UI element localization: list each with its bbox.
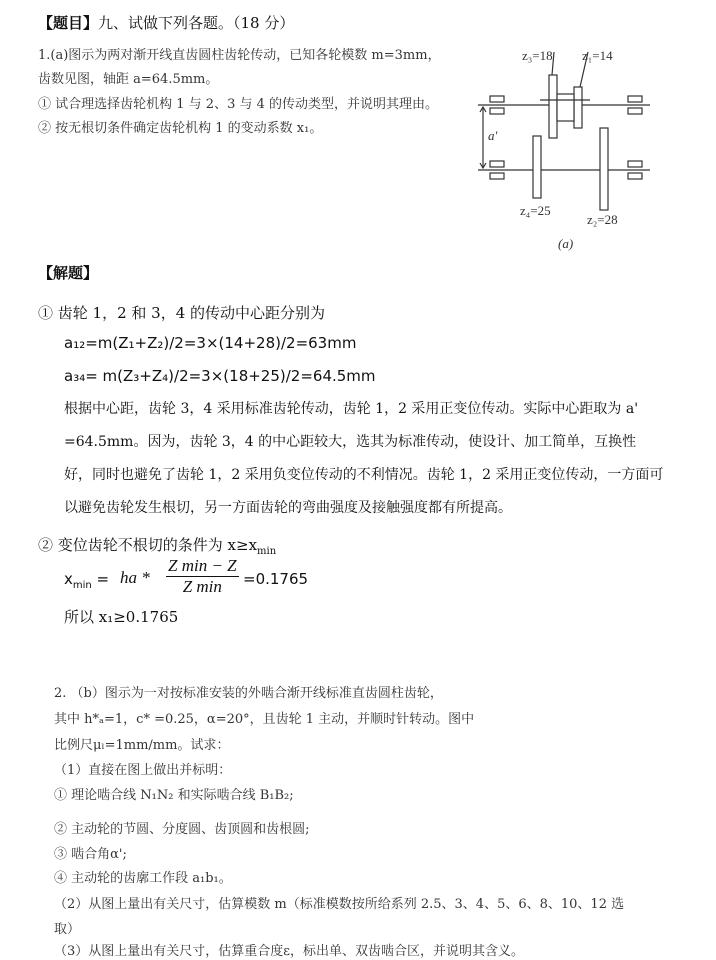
q1-item1: ① 试合理选择齿轮机构 1 与 2、3 与 4 的传动类型，并说明其理由。 bbox=[38, 97, 439, 112]
formula-a34: a₃₄= m(Z₃+Z₄)/2=3×(18+25)/2=64.5mm bbox=[64, 367, 376, 385]
solution-step2-intro: ② 变位齿轮不根切的条件为 $x\ge x_{min}$ bbox=[38, 536, 277, 557]
solution-conclusion: 所以 x₁≥0.1765 bbox=[64, 608, 179, 626]
gear-hub bbox=[557, 94, 574, 121]
question-header bbox=[38, 12, 294, 33]
q1-item2: ② 按无根切条件确定齿轮机构 1 的变动系数 x₁。 bbox=[38, 121, 323, 136]
xmin-fraction bbox=[166, 556, 239, 597]
q2-line: ① 理论啮合线 N₁N₂ 和实际啮合线 B₁B₂; bbox=[54, 788, 294, 803]
solution-header: 【解题】 bbox=[38, 264, 99, 282]
solution-para-line: =64.5mm。因为，齿轮 3，4 的中心距较大，选其为标准传动，使设计、加工简单，互换性 bbox=[64, 434, 637, 450]
q1-line1: 1.(a)图示为两对渐开线直齿圆柱齿轮传动，已知各轮模数 m=3mm， bbox=[38, 48, 441, 63]
label-z1: z₁=14 bbox=[582, 48, 613, 63]
q2-line: （2）从图上量出有关尺寸，估算模数 m（标准模数按所给系列 2.5、3、4、5、6、8、10、12 选 bbox=[54, 897, 625, 912]
figure-caption: (a) bbox=[558, 236, 574, 251]
label-z3: z₃=18 bbox=[522, 48, 553, 63]
q2-line: （1）直接在图上做出并标明： bbox=[54, 763, 232, 778]
q2-line: （3）从图上量出有关尺寸，估算重合度ε，标出单、双齿啮合区，并说明其含义。 bbox=[54, 944, 525, 959]
gear-z2 bbox=[600, 128, 608, 210]
q2-line: 取） bbox=[54, 922, 81, 937]
solution-step1-intro: ① 齿轮 1，2 和 3，4 的传动中心距分别为 bbox=[38, 304, 326, 322]
q2-line: 2. （b）图示为一对按标准安装的外啮合渐开线标准直齿圆柱齿轮， bbox=[54, 686, 443, 701]
q2-line: 其中 h*ₐ=1，c* =0.25，α=20°，且齿轮 1 主动，并顺时针转动。图中 bbox=[54, 712, 475, 727]
q2-line: 比例尺μₗ=1mm/mm。试求： bbox=[54, 738, 230, 753]
question-bracket-label: 【题目】 bbox=[38, 14, 99, 32]
label-z2: z₂=28 bbox=[587, 212, 618, 227]
question-header-text: 九、试做下列各题。（18 分） bbox=[98, 14, 295, 32]
label-z4: z₄=25 bbox=[520, 203, 551, 218]
xmin-denominator: Z min bbox=[182, 577, 222, 596]
xmin-coef: ha * bbox=[120, 568, 150, 587]
q2-line: ② 主动轮的节圆、分度圆、齿顶圆和齿根圆; bbox=[54, 822, 310, 837]
solution-para-line: 好，同时也避免了齿轮 1，2 采用负变位传动的不利情况。齿轮 1，2 采用正变位传动，一方面可 bbox=[64, 467, 664, 483]
label-a-prime: a' bbox=[488, 128, 498, 143]
gear-train-figure bbox=[470, 40, 660, 255]
solution-para-line: 以避免齿轮发生根切，另一方面齿轮的弯曲强度及接触强度都有所提高。 bbox=[64, 500, 512, 516]
formula-a12: a₁₂=m(Z₁+Z₂)/2=3×(14+28)/2=63mm bbox=[64, 334, 357, 352]
gear-z4 bbox=[533, 136, 541, 198]
q1-line2: 齿数见图，轴距 a=64.5mm。 bbox=[38, 72, 219, 87]
xmin-lhs: $x_{min}$ = bbox=[64, 570, 110, 591]
gear-z3 bbox=[549, 75, 557, 138]
xmin-numerator: Z min − Z bbox=[168, 556, 237, 575]
xmin-value: =0.1765 bbox=[243, 570, 309, 588]
q2-line: ③ 啮合角α'; bbox=[54, 847, 127, 862]
q2-line: ④ 主动轮的齿廓工作段 a₁b₁。 bbox=[54, 871, 232, 886]
solution-para-line: 根据中心距，齿轮 3，4 采用标准齿轮传动，齿轮 1，2 采用正变位传动。实际中心距取为 a' bbox=[64, 401, 639, 417]
gear-z1 bbox=[574, 87, 582, 128]
